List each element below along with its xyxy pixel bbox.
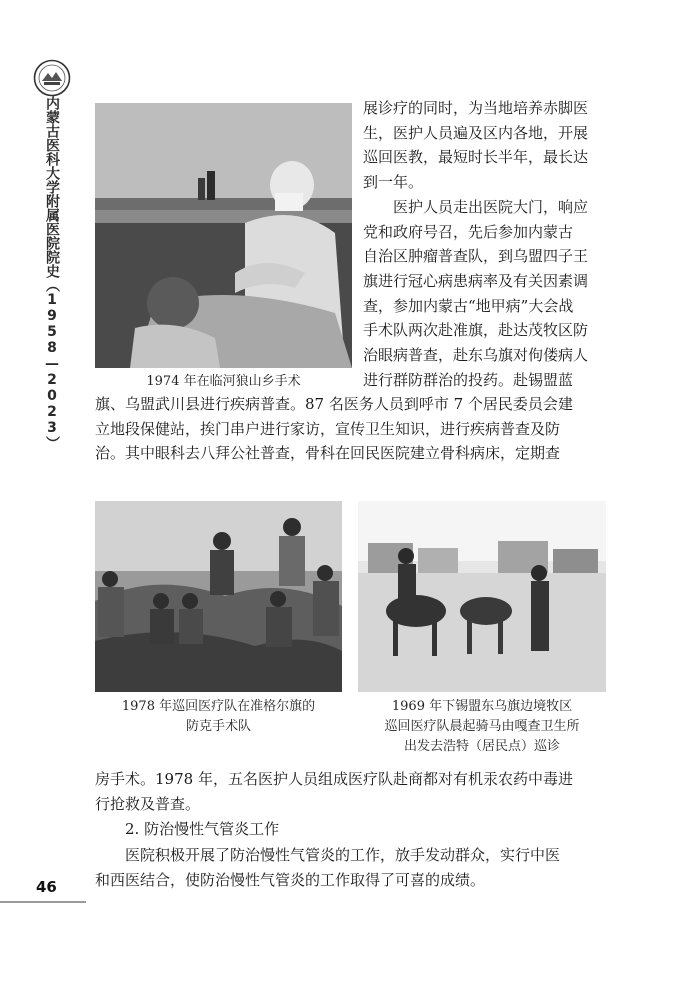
caption-line: 巡回医疗队晨起骑马由嘎查卫生所 — [384, 719, 580, 734]
right-column-text — [363, 96, 606, 392]
text-line: 治。其中眼科去八拜公社普查，骨科在回民医院建立骨科病床，定期查 — [95, 444, 561, 463]
text-line: 党和政府号召，先后参加内蒙古 — [363, 222, 574, 241]
full-width-text — [95, 392, 606, 466]
text-line: 自治区肿瘤普查队，到乌盟四子王 — [363, 247, 589, 266]
text-line: 和西医结合，使防治慢性气管炎的工作取得了可喜的成绩。 — [95, 870, 486, 889]
caption-line: 出发去浩特（居民点）巡诊 — [403, 739, 560, 754]
text-line: 展诊疗的同时，为当地培养赤脚医 — [363, 99, 589, 117]
photo-1974-surgery — [95, 103, 352, 368]
footer-rule — [0, 901, 86, 903]
caption-line: 1978 年巡回医疗队在准格尔旗的 — [121, 699, 316, 714]
text-line: 治眼病普查，赴东乌旗对佝偻病人 — [363, 346, 589, 365]
photo-1969-horses — [358, 501, 606, 692]
photo-1978-team — [95, 501, 342, 692]
text-line: 生，医护人员遍及区内各地，开展 — [363, 123, 589, 142]
text-line: 查，参加内蒙古“地甲病”大会战 — [363, 296, 574, 315]
section-heading: 2. 防治慢性气管炎工作 — [125, 820, 280, 838]
caption-1969 — [358, 697, 606, 757]
after-photo-text — [95, 767, 606, 816]
text-line: 医院积极开展了防治慢性气管炎的工作，放手发动群众，实行中医 — [125, 846, 561, 864]
university-logo — [33, 59, 71, 97]
text-line: 行抢救及普查。 — [95, 794, 201, 813]
caption-line: 防克手术队 — [185, 719, 251, 734]
text-line: 进行群防群治的投药。赴锡盟蓝 — [363, 370, 574, 389]
running-book-title: 内蒙古医科大学附属医院院史（1958—2023） — [44, 96, 60, 450]
caption-1974 — [95, 372, 352, 392]
text-line: 立地段保健站，挨门串户进行家访，宣传卫生知识，进行疾病普查及防 — [95, 419, 561, 438]
section-text — [95, 843, 606, 892]
text-line: 医护人员走出医院大门，响应 — [393, 197, 589, 216]
text-line: 旗、乌盟武川县进行疾病普查。87 名医务人员到呼市 7 个居民委员会建 — [95, 395, 573, 413]
text-line: 到一年。 — [363, 173, 424, 192]
text-line: 旗进行冠心病患病率及有关因素调 — [363, 271, 589, 290]
caption-1978 — [95, 697, 342, 737]
page-number: 46 — [36, 878, 57, 896]
text-line: 手术队两次赴准旗，赴达茂牧区防 — [363, 321, 589, 340]
text-line: 巡回医教，最短时长半年，最长达 — [363, 148, 589, 167]
text-line: 房手术。1978 年，五名医护人员组成医疗队赴商都对有机汞农药中毒进 — [95, 770, 573, 788]
caption-line: 1969 年下锡盟东乌旗边境牧区 — [391, 699, 573, 714]
caption-line: 1974 年在临河狼山乡手术 — [146, 374, 301, 389]
